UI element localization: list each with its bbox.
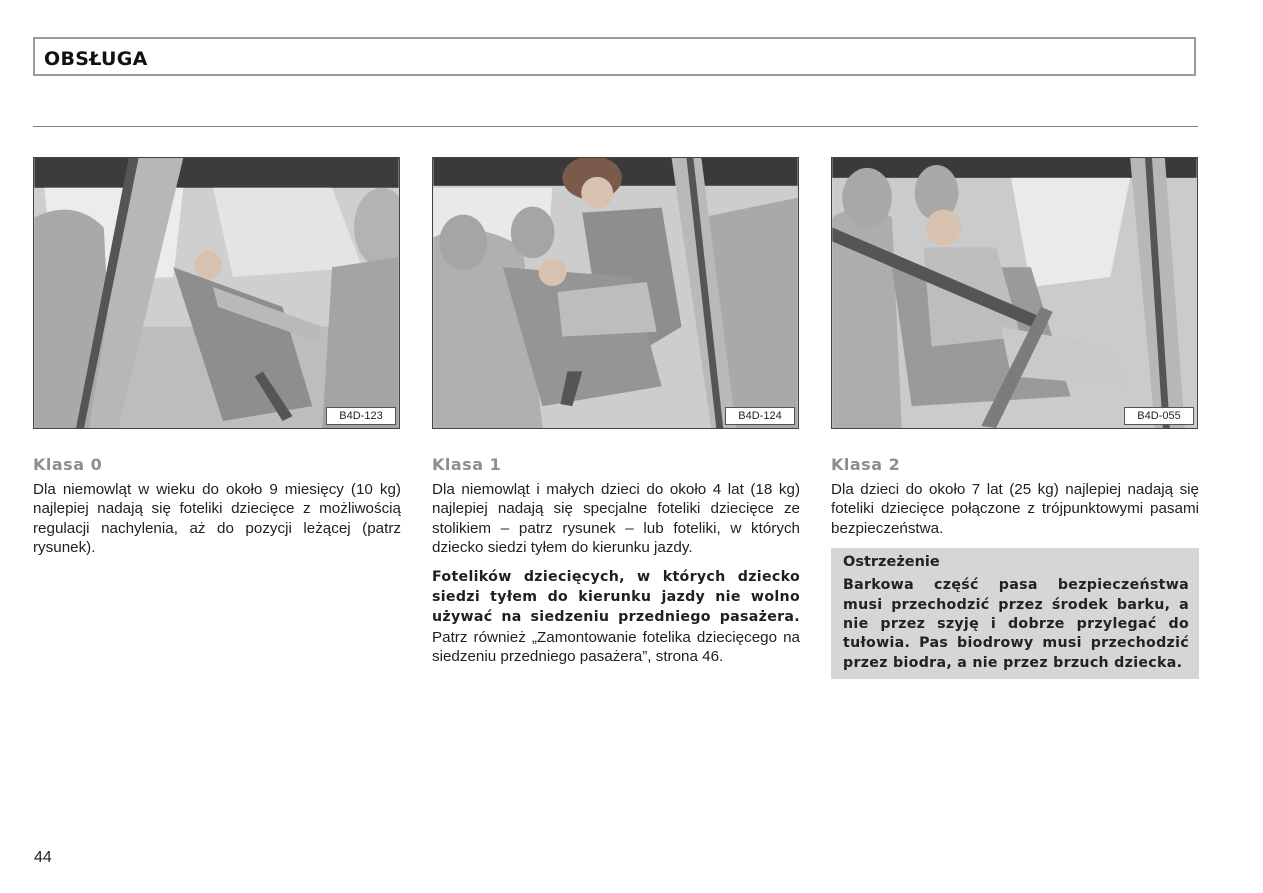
section-title: Klasa 0	[33, 455, 103, 474]
header-divider	[33, 126, 1198, 127]
section-title: Klasa 2	[831, 455, 901, 474]
column-klasa-1	[432, 455, 800, 667]
section-body: Dla niemowląt i małych dzieci do około 4 lat (18 kg) najlepiej nadają się specjalne foteliki dziecięce ze stolikiem – patrz rysunek – lub foteliki, w których dziecko siedzi tyłem do kierunku jazdy.	[432, 481, 800, 557]
front-seat-warning-paragraph	[432, 567, 800, 667]
section-body: Dla niemowląt w wieku do około 9 miesięcy (10 kg) najlepiej nadają się foteliki dziecięce z możliwością regulacji nachylenia, aż do pozycji leżącej (patrz rysunek).	[33, 481, 401, 557]
column-klasa-2	[831, 455, 1199, 679]
figure-code: B4D-055	[1124, 407, 1194, 425]
column-klasa-0	[33, 455, 401, 558]
figure-klasa-2	[831, 157, 1198, 429]
warning-box	[831, 548, 1199, 679]
figure-klasa-0	[33, 157, 400, 429]
figure-klasa-1	[432, 157, 799, 429]
front-seat-warning-reference: Patrz również „Zamontowanie fotelika dziecięcego na siedzeniu przedniego pasażera”, strona 46.	[432, 628, 800, 666]
section-title: Klasa 1	[432, 455, 502, 474]
warning-body: Barkowa część pasa bezpieczeństwa musi przechodzić przez środek barku, a nie przez szyję i dobrze przylegać do tułowia. Pas biodrowy musi przechodzić przez biodra, a nie przez brzuch dziecka.	[843, 577, 1189, 671]
figure-code: B4D-124	[725, 407, 795, 425]
child-booster-seat-with-belt-illustration	[832, 158, 1197, 428]
section-body: Dla dzieci do około 7 lat (25 kg) najlepiej nadają się foteliki dziecięce połączone z trójpunktowymi pasami bezpieczeństwa.	[831, 481, 1199, 537]
front-seat-warning-bold: Fotelików dziecięcych, w których dziecko siedzi tyłem do kierunku jazdy nie wolno używać na siedzeniu przedniego pasażera.	[432, 568, 800, 626]
header-box	[33, 37, 1196, 76]
figure-code: B4D-123	[326, 407, 396, 425]
page-number: 44	[34, 849, 52, 866]
child-seat-with-table-illustration	[433, 158, 798, 428]
infant-reclined-seat-illustration	[34, 158, 399, 428]
warning-title: Ostrzeżenie	[843, 554, 940, 571]
page-section-title: OBSŁUGA	[44, 48, 148, 70]
